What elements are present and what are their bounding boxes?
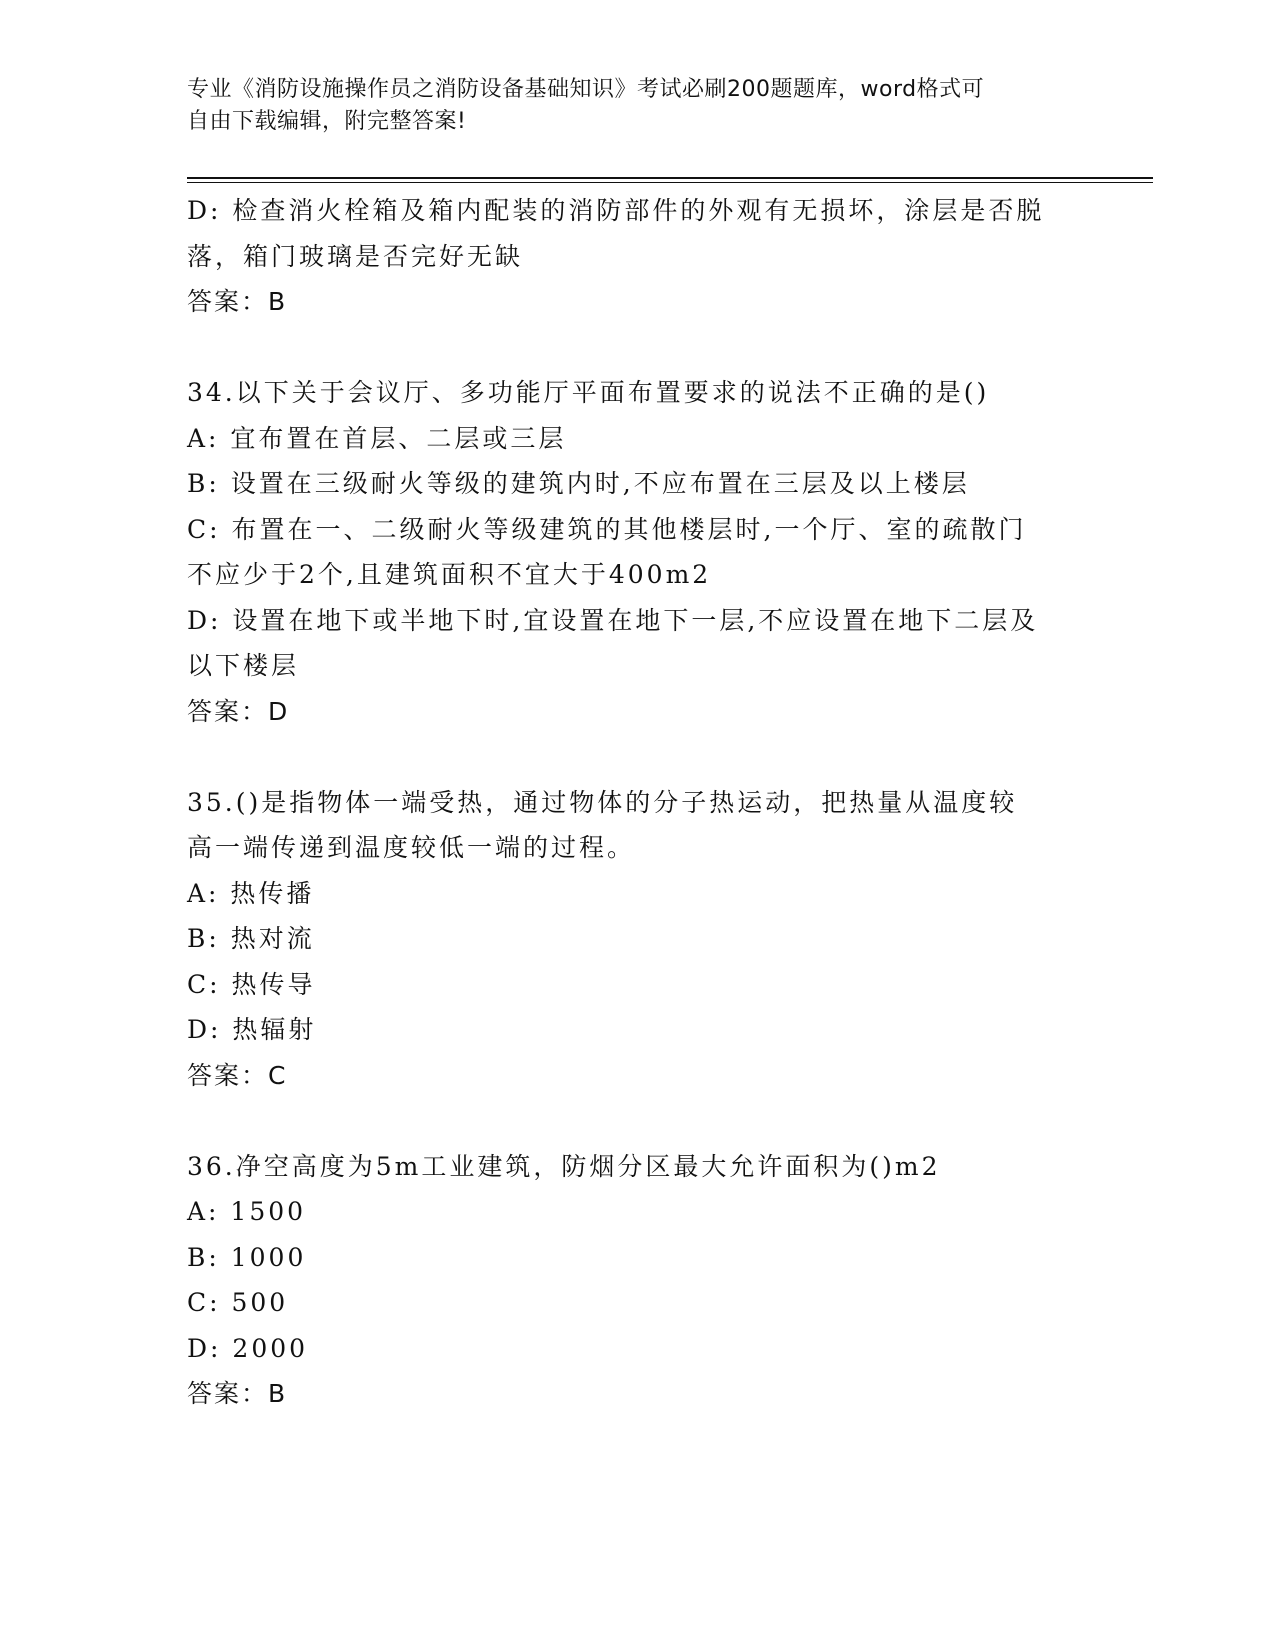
q35-option-b: B: 热对流 (187, 924, 315, 953)
q34-option-c-line-2: 不应少于2个,且建筑面积不宜大于400m2 (187, 560, 712, 589)
header-title-line-2: 自由下载编辑，附完整答案! (187, 109, 467, 134)
q36-option-b: B: 1000 (187, 1242, 307, 1272)
question-spacer (187, 325, 1087, 371)
question-36 (187, 1144, 1087, 1417)
document-header (187, 74, 1067, 138)
q33-option-d-line-2: 落，箱门玻璃是否完好无缺 (187, 241, 524, 271)
q34-question: 34.以下关于会议厅、多功能厅平面布置要求的说法不正确的是() (187, 378, 990, 407)
question-spacer (187, 1098, 1087, 1144)
q35-answer: 答案：C (187, 1060, 288, 1090)
q35-question-line-1: 35.()是指物体一端受热，通过物体的分子热运动，把热量从温度较 (187, 787, 1018, 817)
header-title-line-1: 专业《消防设施操作员之消防设备基础知识》考试必刷200题题库，word格式可 (187, 77, 985, 102)
q35-option-a: A: 热传播 (187, 878, 315, 908)
q36-option-d: D: 2000 (187, 1333, 309, 1363)
q35-question-line-2: 高一端传递到温度较低一端的过程。 (187, 833, 636, 862)
q34-option-a: A: 宜布置在首层、二层或三层 (187, 423, 567, 453)
question-35 (187, 780, 1087, 1099)
header-divider-thin (187, 182, 1153, 183)
question-content (187, 188, 1087, 1417)
question-33-tail (187, 188, 1087, 325)
q35-option-c: C: 热传导 (187, 969, 316, 999)
q35-option-d: D: 热辐射 (187, 1015, 317, 1044)
header-divider-thick (187, 177, 1153, 179)
q34-option-b: B: 设置在三级耐火等级的建筑内时,不应布置在三层及以上楼层 (187, 469, 970, 498)
question-34 (187, 370, 1087, 734)
q34-option-d-line-2: 以下楼层 (187, 651, 300, 680)
q33-option-d-line-1: D: 检查消火栓箱及箱内配装的消防部件的外观有无损坏，涂层是否脱 (187, 196, 1045, 225)
q34-option-d-line-1: D: 设置在地下或半地下时,宜设置在地下一层,不应设置在地下二层及 (187, 605, 1039, 635)
q34-answer: 答案：D (187, 696, 290, 726)
question-spacer (187, 734, 1087, 780)
q36-answer: 答案：B (187, 1379, 288, 1408)
q36-option-c: C: 500 (187, 1288, 289, 1317)
q34-option-c-line-1: C: 布置在一、二级耐火等级建筑的其他楼层时,一个厅、室的疏散门 (187, 514, 1027, 544)
q36-option-a: A: 1500 (187, 1197, 307, 1226)
q33-answer: 答案：B (187, 287, 288, 316)
q36-question: 36.净空高度为5m工业建筑，防烟分区最大允许面积为()m2 (187, 1151, 941, 1181)
